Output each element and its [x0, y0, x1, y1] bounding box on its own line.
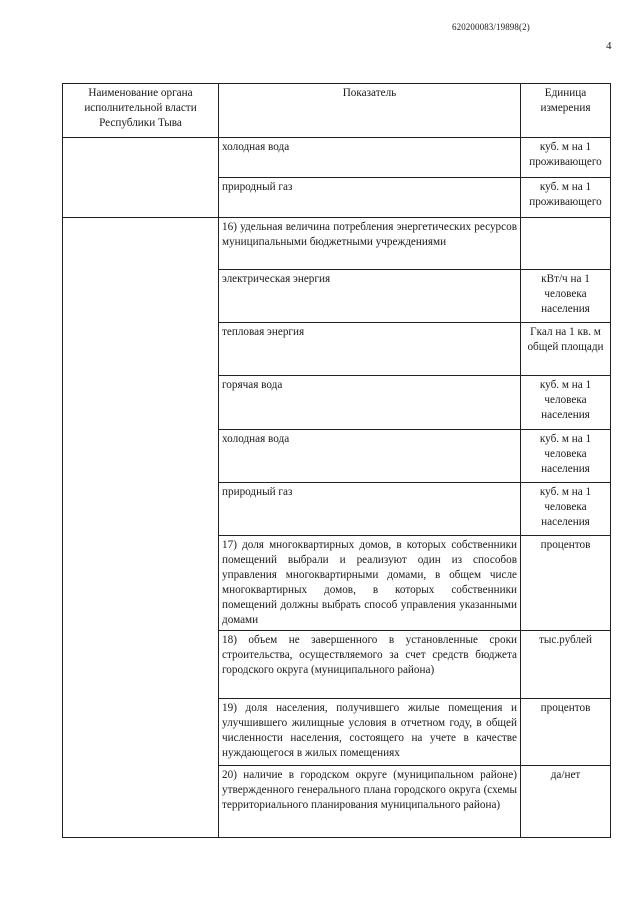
indicator-cell: природный газ [219, 483, 521, 536]
unit-cell: куб. м на 1 человека населения [521, 483, 611, 536]
header-organ: Наименование органа исполнительной власти Республики Тыва [63, 84, 219, 138]
unit-cell: процентов [521, 536, 611, 631]
indicator-cell: 18) объем не завершенного в установленные сроки строительства, осуществляемого за счет средств бюджета городского округа (муниципального района) [219, 631, 521, 699]
indicator-cell: 20) наличие в городском округе (муниципальном районе) утвержденного генерального плана городского округа (схемы территориального планирования муниципального района) [219, 766, 521, 838]
organ-cell [63, 138, 219, 218]
unit-cell: куб. м на 1 человека населения [521, 376, 611, 430]
table-row [63, 138, 611, 178]
header-unit: Единица измерения [521, 84, 611, 138]
indicator-cell: холодная вода [219, 430, 521, 483]
unit-cell: тыс.рублей [521, 631, 611, 699]
document-code: 620200083/19898(2) [452, 22, 530, 32]
indicators-table [62, 83, 611, 838]
indicator-cell: тепловая энергия [219, 323, 521, 376]
indicator-cell: 17) доля многоквартирных домов, в которых собственники помещений выбрали и реализуют один из способов управления многоквартирными домами, в общем числе многоквартирных домов, в которых собственники помещений должны выбрать способ управления указанными домами [219, 536, 521, 631]
indicator-cell: электрическая энергия [219, 270, 521, 323]
unit-cell: куб. м на 1 проживающего [521, 138, 611, 178]
indicator-cell: 16) удельная величина потребления энергетических ресурсов муниципальными бюджетными учреждениями [219, 218, 521, 270]
unit-cell: процентов [521, 699, 611, 766]
indicator-cell: горячая вода [219, 376, 521, 430]
unit-cell: Гкал на 1 кв. м общей площади [521, 323, 611, 376]
organ-cell [63, 218, 219, 838]
page-number: 4 [606, 40, 612, 52]
indicator-cell: природный газ [219, 178, 521, 218]
unit-cell: кВт/ч на 1 человека населения [521, 270, 611, 323]
unit-cell: куб. м на 1 человека населения [521, 430, 611, 483]
table-row [63, 218, 611, 270]
indicator-cell: холодная вода [219, 138, 521, 178]
table-header-row [63, 84, 611, 138]
unit-cell: да/нет [521, 766, 611, 838]
unit-cell [521, 218, 611, 270]
header-indicator: Показатель [219, 84, 521, 138]
indicator-cell: 19) доля населения, получившего жилые помещения и улучшившего жилищные условия в отчетном году, в общей численности населения, состоящего на учете в качестве нуждающегося в жилых помещениях [219, 699, 521, 766]
unit-cell: куб. м на 1 проживающего [521, 178, 611, 218]
